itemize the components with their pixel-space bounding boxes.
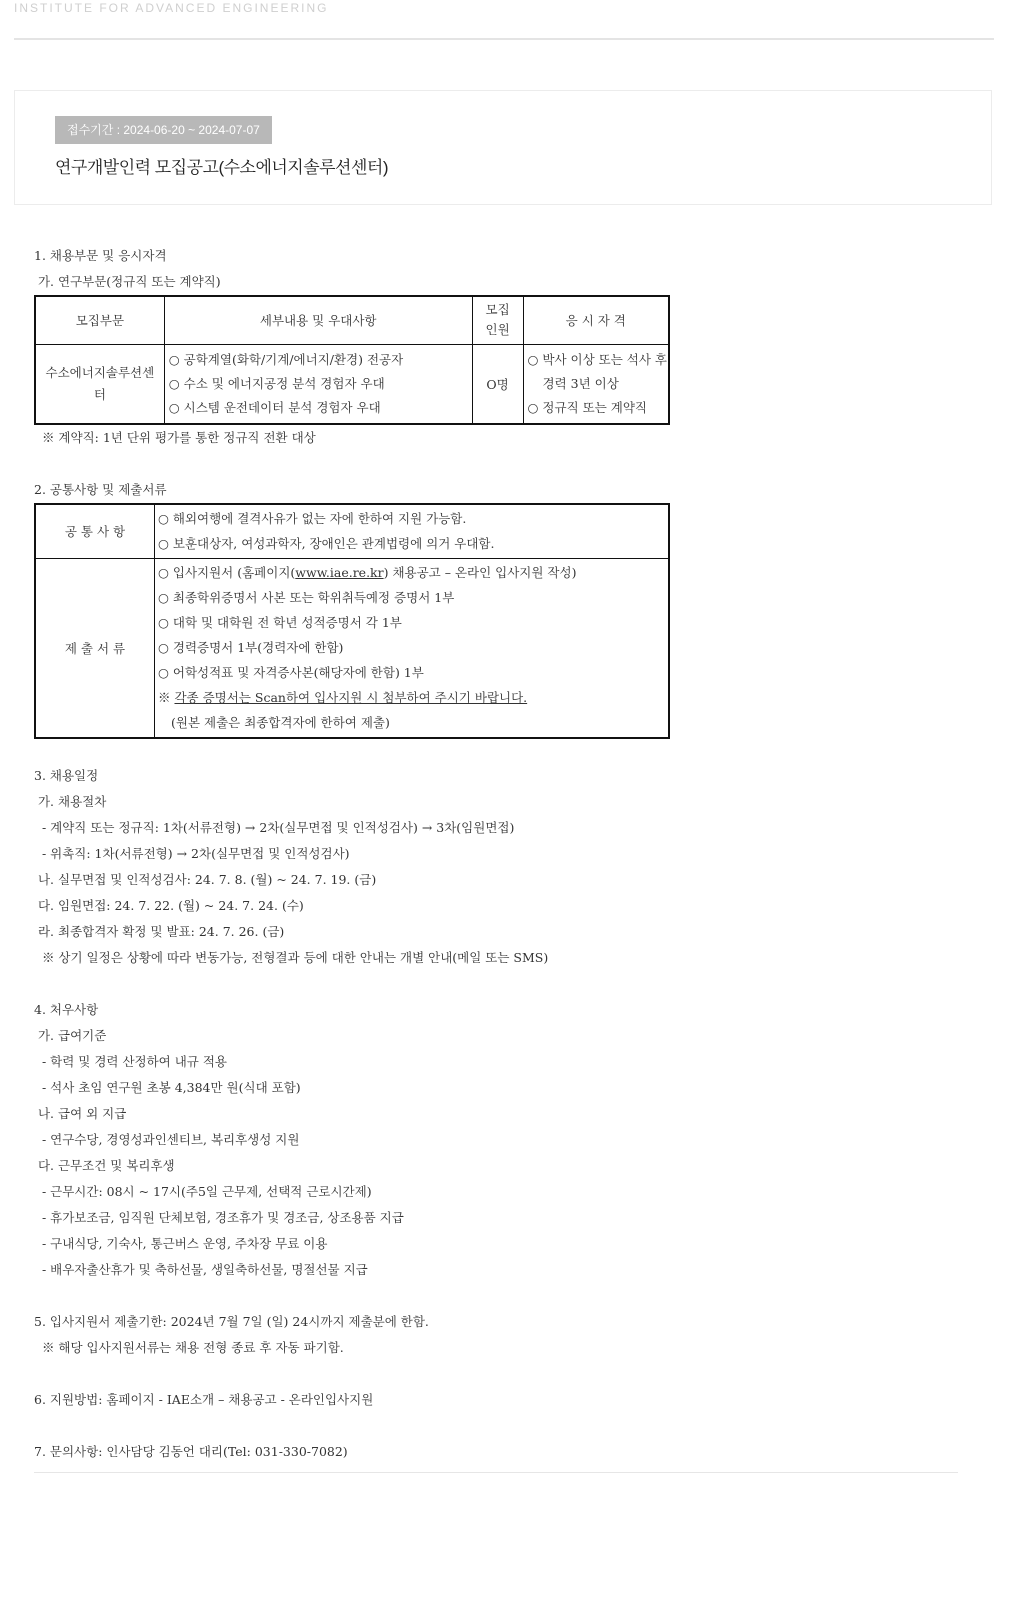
note-mark: ※ [158,690,175,706]
benefit-line: - 근무시간: 08시 ~ 17시(주5일 근무제, 선택적 근로시간제) [34,1184,372,1199]
section-2-heading: 2. 공통사항 및 제출서류 [34,482,167,497]
header-headcount-line1: 모집 [485,302,510,318]
section-1-sub: 가. 연구부문(정규직 또는 계약직) [34,274,221,289]
qualification-item-cont: 경력 3년 이상 [542,375,619,391]
header-headcount [472,296,523,344]
detail-item: ○ 공학계열(화학/기계/에너지/환경) 전공자 [168,351,404,367]
schedule-line: 나. 실무면접 및 인적성검사: 24. 7. 8. (월) ~ 24. 7. 19. (금) [34,872,377,887]
benefit-line: - 구내식당, 기숙사, 통근버스 운영, 주차장 무료 이용 [34,1236,328,1251]
header-qualification: 응 시 자 격 [523,296,669,344]
docs-cell [155,558,670,738]
header-details: 세부내용 및 우대사항 [164,296,472,344]
section-7-heading: 7. 문의사항: 인사담당 김동언 대리(Tel: 031-330-7082) [34,1444,348,1459]
detail-item: ○ 시스템 운전데이터 분석 경험자 우대 [168,399,381,415]
post-body [34,243,974,1465]
common-cell [155,504,670,558]
header-headcount-line2: 인원 [485,322,510,338]
schedule-line: - 계약직 또는 정규직: 1차(서류전형) → 2차(실무면접 및 인적성검사) → 3차(임원면접) [34,820,515,835]
details-cell [164,344,472,424]
common-label: 공 통 사 항 [35,504,155,558]
benefit-line: - 석사 초임 연구원 초봉 4,384만 원(식대 포함) [34,1080,301,1095]
benefit-line: 가. 급여기준 [34,1028,107,1043]
qualification-item: ○ 박사 이상 또는 석사 후 [527,351,667,367]
qualification-cell [523,344,669,424]
docs-note-2: (원본 제출은 최종합격자에 한하여 제출) [171,715,390,731]
doc-item-text: ○ 입사지원서 (홈페이지( [158,565,296,581]
section-3-heading: 3. 채용일정 [34,768,99,783]
schedule-line: 가. 채용절차 [34,794,107,809]
doc-item-text: ) 채용공고 – 온라인 입사지원 작성) [383,565,577,581]
benefit-line: 다. 근무조건 및 복리후생 [34,1158,175,1173]
homepage-link[interactable]: www.iae.re.kr [295,565,384,581]
common-item: ○ 보훈대상자, 여성과학자, 장애인은 관계법령에 의거 우대함. [158,536,495,552]
section-1-heading: 1. 채용부문 및 응시자격 [34,248,167,263]
doc-item: ○ 어학성적표 및 자격증사본(해당자에 한함) 1부 [158,665,424,681]
header-division: 모집부문 [35,296,164,344]
section-4-heading: 4. 처우사항 [34,1002,99,1017]
recruitment-table [34,295,670,425]
section-5-note: ※ 해당 입사지원서류는 채용 전형 종료 후 자동 파기함. [34,1340,344,1355]
benefit-line: - 연구수당, 경영성과인센티브, 복리후생성 지원 [34,1132,300,1147]
benefit-line: - 학력 및 경력 산정하여 내규 적용 [34,1054,227,1069]
application-period-badge: 접수기간 : 2024-06-20 ~ 2024-07-07 [55,116,272,144]
detail-item: ○ 수소 및 에너지공정 분석 경험자 우대 [168,375,385,391]
section-6-heading: 6. 지원방법: 홈페이지 - IAE소개 – 채용공고 - 온라인입사지원 [34,1392,374,1407]
doc-item: ○ 최종학위증명서 사본 또는 학위취득예정 증명서 1부 [158,590,455,606]
schedule-note: ※ 상기 일정은 상황에 따라 변동가능, 전형결과 등에 대한 안내는 개별 안내(메일 또는 SMS) [34,950,549,965]
schedule-line: 다. 임원면접: 24. 7. 22. (월) ~ 24. 7. 24. (수) [34,898,304,913]
headcount-cell: O명 [472,344,523,424]
section-5-heading: 5. 입사지원서 제출기한: 2024년 7월 7일 (일) 24시까지 제출분에 한함. [34,1314,429,1329]
common-docs-table [34,503,670,739]
section-1-note: ※ 계약직: 1년 단위 평가를 통한 정규직 전환 대상 [34,430,316,445]
docs-label: 제 출 서 류 [35,558,155,738]
post-header-box [14,90,992,205]
footer-divider [34,1472,958,1473]
schedule-line: - 위촉직: 1차(서류전형) → 2차(실무면접 및 인적성검사) [34,846,350,861]
institute-name: INSTITUTE FOR ADVANCED ENGINEERING [14,1,329,15]
post-title: 연구개발인력 모집공고(수소에너지솔루션센터) [55,158,388,177]
schedule-line: 라. 최종합격자 확정 및 발표: 24. 7. 26. (금) [34,924,285,939]
benefit-line: - 배우자출산휴가 및 축하선물, 생일축하선물, 명절선물 지급 [34,1262,368,1277]
benefit-line: - 휴가보조금, 임직원 단체보험, 경조휴가 및 경조금, 상조용품 지급 [34,1210,404,1225]
division-cell: 수소에너지솔루션센터 [35,344,164,424]
benefit-line: 나. 급여 외 지급 [34,1106,127,1121]
doc-item: ○ 경력증명서 1부(경력자에 한함) [158,640,344,656]
qualification-item: ○ 정규직 또는 계약직 [527,399,647,415]
header-divider [14,38,994,40]
docs-note-text: 각종 증명서는 Scan하여 입사지원 시 첨부하여 주시기 바랍니다. [174,690,528,706]
doc-item: ○ 대학 및 대학원 전 학년 성적증명서 각 1부 [158,615,402,631]
doc-item-application [155,560,668,585]
common-item: ○ 해외여행에 결격사유가 없는 자에 한하여 지원 가능함. [158,511,467,527]
docs-note [155,685,668,710]
